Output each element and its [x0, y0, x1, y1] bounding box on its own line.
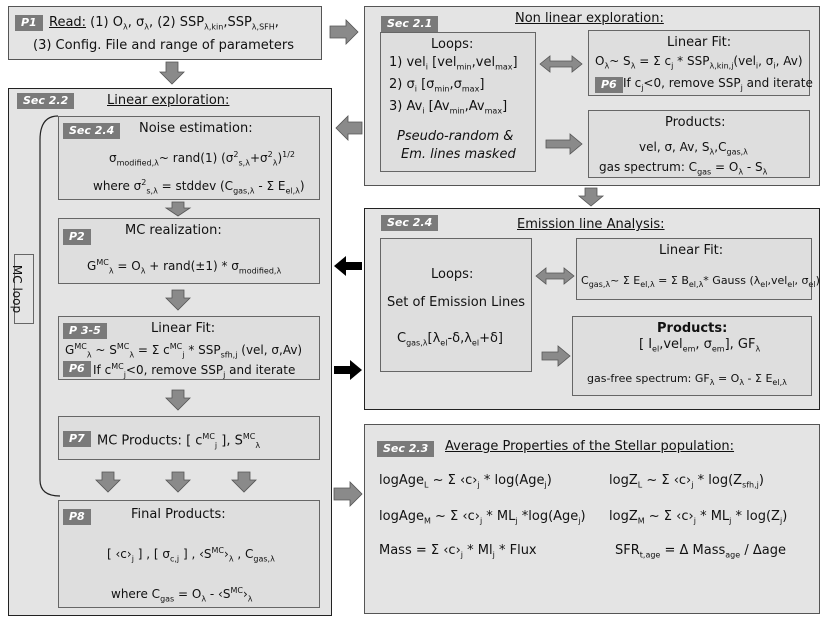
sec21-loop1: 1) vel$_i$ [vel$_{min}$,vel$_{max}$] — [389, 55, 518, 72]
emission-prod-line1: [ $I_{el},vel_{em}$, $\sigma_{em}$], $GF_\lambda$ — [639, 337, 761, 354]
sec21-prod-line1: vel, σ, Av, $S_\lambda,C_{gas,\lambda}$ — [639, 140, 748, 157]
p8-title: Final Products: — [131, 507, 226, 522]
emission-range: $C_{gas,\lambda}[\lambda_{el}-\delta,\lambda_{el}+\delta]$ — [397, 331, 503, 348]
p7-text: MC Products: [ $c^{MC}_j$ ], $S^{MC}_\lambda$ — [97, 432, 261, 450]
mc-linear-fit-box — [58, 316, 320, 380]
mc-loop-label: MC loop — [10, 264, 25, 314]
p7-tag: P7 — [63, 431, 91, 447]
emission-tag: Sec 2.4 — [381, 215, 438, 231]
sec21-prod-title: Products: — [665, 115, 726, 130]
emission-prod-line2: gas-free spectrum: $GF_\lambda = O_\lambda - \Sigma$ $E_{el,\lambda}$ — [587, 372, 787, 388]
p35-title: Linear Fit: — [151, 321, 216, 336]
p8-tag: P8 — [63, 509, 91, 525]
arrow-p1-to-sec22 — [160, 62, 184, 84]
noise-title: Noise estimation: — [139, 121, 253, 136]
p35-eq: $G^{MC}_\lambda$ ~ $S^{MC}_\lambda = \Sigma$ $c^{MC}_j * SSP_{sfh,j}$ (vel, σ,Av) — [65, 342, 303, 360]
sec21-products-box — [588, 110, 810, 178]
emission-fit-box — [576, 238, 820, 300]
p2-eq: $G^{MC}_\lambda = O_\lambda$ + rand(±1) * $\sigma_{modified,\lambda}$ — [87, 258, 282, 276]
sec22-title: Linear exploration: — [107, 93, 230, 108]
p35-tag: P 3-5 — [63, 323, 107, 339]
sec21-note1: Pseudo-random & — [397, 129, 514, 144]
sec21-p6-tag: P6 — [595, 77, 623, 93]
arrow-sec21-to-sec22 — [336, 116, 362, 140]
p35-p6-tag: P6 — [63, 361, 91, 377]
arrow-sec22-to-sec23 — [334, 482, 362, 506]
p8-line1: [ $‹c›_j$ ] , [ $\sigma_{c,j}$ ] , $‹S^{MC}›_\lambda$ , $C_{gas,\lambda}$ — [107, 546, 275, 564]
p2-tag: P2 — [63, 229, 91, 245]
avg-r1b: logZ$_L$ ~ Σ $‹c›_j * \log(Z_{sfh,j})$ — [609, 473, 764, 490]
sec21-title: Non linear exploration: — [515, 11, 664, 26]
arrow-p1-to-sec21 — [330, 20, 358, 44]
noise-tag: Sec 2.4 — [63, 123, 120, 139]
sec21-prod-line2: gas spectrum: $C_{gas} = O_\lambda - S_\lambda$ — [599, 160, 768, 177]
emission-fit-eq: $C_{gas,\lambda}\sim$ Σ $E_{el,\lambda} = \Sigma$ $B_{el,\lambda}*$ Gauss ($\lambda_{el},vel_{el}$, $\sigma_{el}$) — [581, 274, 820, 290]
sec21-tag: Sec 2.1 — [381, 16, 438, 32]
mc-loop-label-box — [10, 254, 34, 324]
emission-fit-title: Linear Fit: — [659, 243, 724, 258]
p35-p6-text: If $c^{MC}_j<0$, remove $SSP_j$ and iterate — [93, 362, 296, 380]
avg-r2a: logAge$_M$ ~ Σ $‹c›_j * ML_j$ *log(Age$_j$) — [379, 509, 586, 526]
p1-read-label: Read: — [49, 15, 87, 30]
p1-read-box — [8, 6, 322, 60]
p8-line2: where $C_{gas} = O_\lambda$ - $‹S^{MC}›_\lambda$ — [111, 586, 253, 604]
p1-tag: P1 — [15, 15, 43, 31]
p1-line2: (3) Config. File and range of parameters — [33, 38, 294, 53]
arrow-mcfit-to-emission — [334, 360, 362, 380]
sec21-loop3: 3) $Av_i$ $[Av_{min},Av_{max}]$ — [389, 99, 508, 116]
noise-box — [58, 116, 320, 200]
emission-set-text: Set of Emission Lines — [387, 295, 525, 310]
avg-r1a: logAge$_L$ ~ Σ $‹c›_j * \log(Age_j)$ — [379, 473, 552, 490]
sec21-p6-text: If $c_j<0$, remove $SSP_j$ and iterate — [623, 76, 813, 93]
emission-title: Emission line Analysis: — [517, 217, 665, 232]
avg-props-tag: Sec 2.3 — [377, 441, 434, 457]
avg-r2b: logZ$_M$ ~ Σ $‹c›_j * ML_j * \log(Z_j)$ — [609, 509, 788, 526]
sec21-fit-title: Linear Fit: — [667, 35, 732, 50]
sec22-tag: Sec 2.2 — [17, 93, 74, 109]
p1-line1: Read: (1) $O_\lambda$, $\sigma_\lambda$, (2) $SSP_{\lambda,kin},SSP_{\lambda,SFH}$, — [49, 15, 279, 32]
sec21-loop2: 2) $\sigma_i$ $[\sigma_{min},\sigma_{max}]$ — [389, 77, 485, 94]
noise-eq1: $\sigma_{modified,\lambda}\sim$ rand(1) $(\sigma^2_{s,\lambda}+\sigma^2_\lambda)^{1/2}$ — [109, 150, 296, 168]
sec21-loops-title: Loops: — [431, 37, 474, 52]
emission-loops-title: Loops: — [431, 267, 474, 282]
sec21-fit-box — [588, 30, 813, 96]
sec21-fit-eq: $O_\lambda\sim$ $S_\lambda = \Sigma$ $c_j * SSP_{\lambda,kin,j}(vel_i$, $\sigma_i$, Av) — [595, 54, 803, 71]
noise-eq2: where $\sigma^2_{s,\lambda}$ = stddev ($C_{gas,\lambda}$ - Σ $E_{el,\lambda}$) — [93, 178, 305, 196]
sec21-note2: Em. lines masked — [401, 147, 516, 162]
final-products-box — [58, 500, 320, 608]
emission-loops-box — [380, 238, 532, 372]
arrow-emission-to-mc — [334, 256, 362, 276]
p2-title: MC realization: — [125, 223, 222, 238]
emission-prod-title: Products: — [657, 321, 728, 336]
sec21-loops-box — [380, 32, 536, 172]
avg-props-title: Average Properties of the Stellar population: — [445, 439, 735, 454]
mc-products-box — [58, 416, 320, 460]
avg-r3a: Mass = Σ $‹c›_j * Ml_j$ * Flux — [379, 543, 537, 560]
emission-products-box — [572, 316, 812, 396]
avg-props-box — [364, 424, 820, 614]
avg-r3b: $SFR_{t,age} = \Delta$ Mass$_{age}$ / Δage — [615, 543, 786, 560]
mc-realization-box — [58, 218, 320, 284]
arrow-sec21-to-emission — [579, 188, 603, 206]
